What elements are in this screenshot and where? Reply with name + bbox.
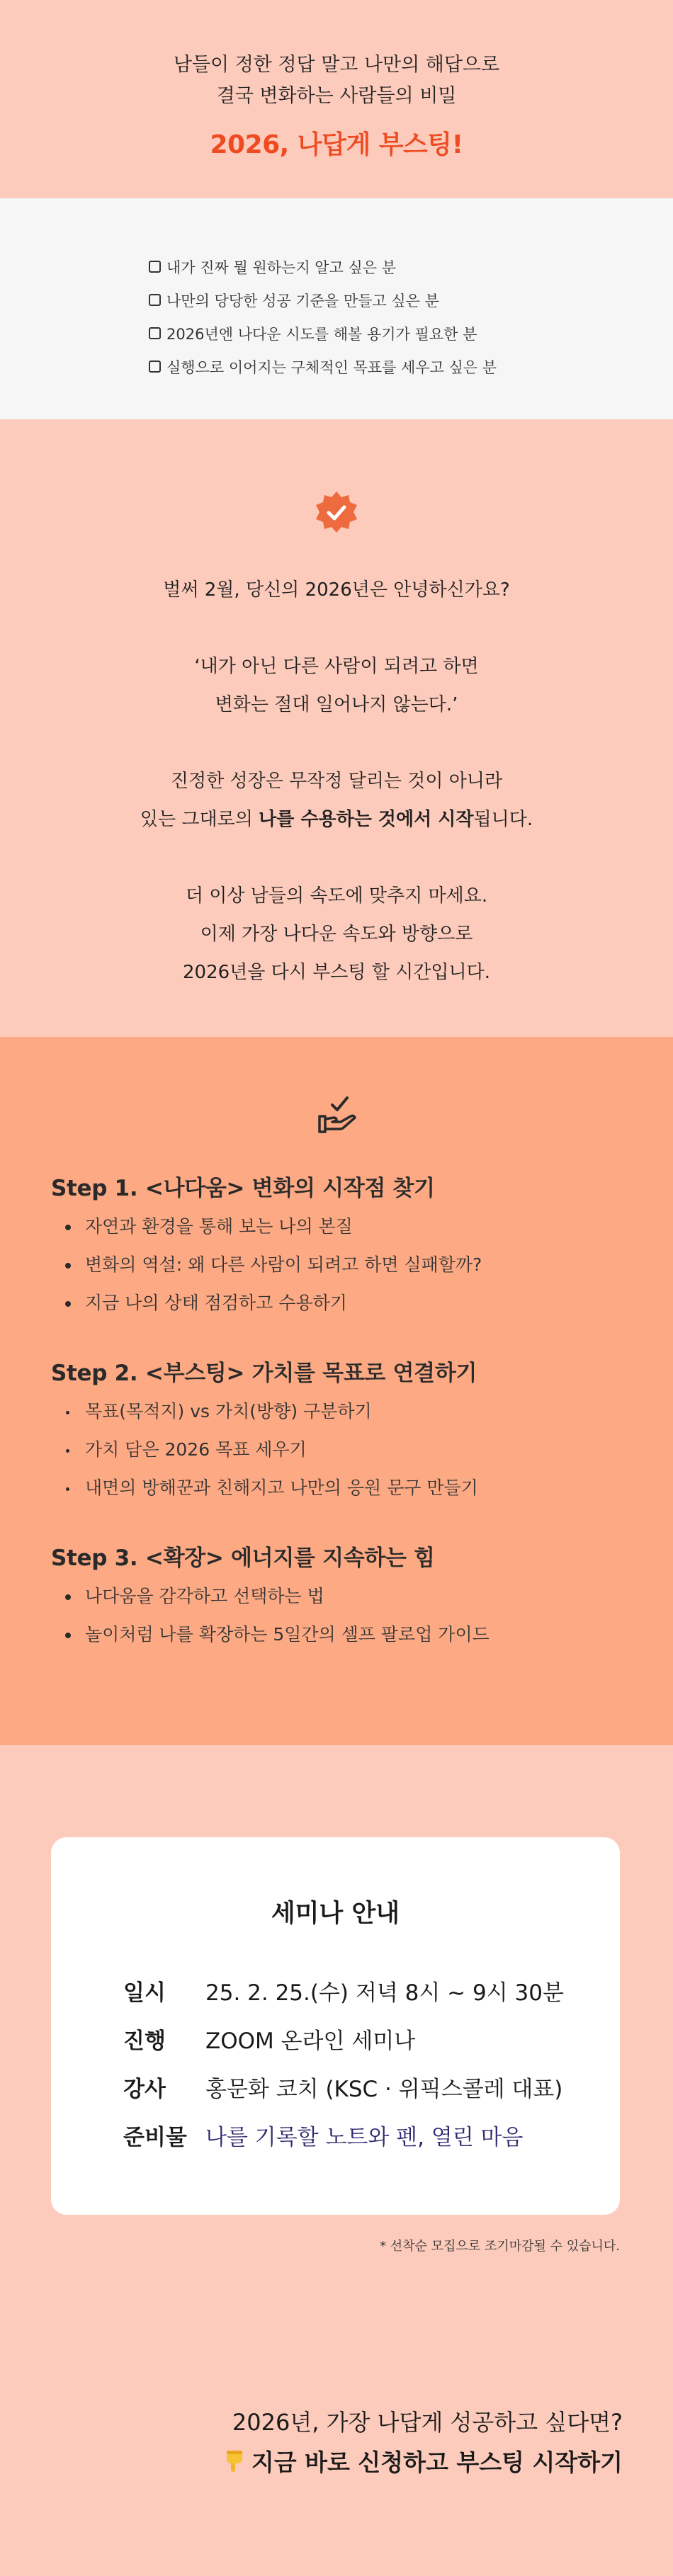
checkbox-icon — [149, 294, 161, 306]
info-key: 강사 — [123, 2076, 166, 2102]
list-item: 내면의 방해꾼과 친해지고 나만의 응원 문구 만들기 — [51, 1469, 673, 1507]
info-key: 진행 — [123, 2028, 166, 2054]
step-2-title: Step 2. <부스팅> 가치를 목표로 연결하기 — [51, 1361, 477, 1386]
intro-close-line-3: 2026년을 다시 부스팅 할 시간입니다. — [183, 962, 490, 983]
step-1 — [51, 1170, 673, 1322]
checkbox-icon — [149, 361, 161, 373]
hero-headline: 2026, 나답게 부스팅! — [210, 130, 463, 159]
info-value: 홍문화 코치 (KSC · 위픽스콜레 대표) — [205, 2076, 563, 2102]
list-item: 변화의 역설: 왜 다른 사람이 되려고 하면 실패할까? — [51, 1246, 673, 1284]
checklist-item — [149, 350, 545, 383]
cta-action-label: 지금 바로 신청하고 부스팅 시작하기 — [251, 2449, 623, 2476]
info-value: ZOOM 온라인 세미나 — [205, 2028, 416, 2054]
cta-question: 2026년, 가장 나답게 성공하고 싶다면? — [232, 2409, 623, 2436]
seminar-section — [0, 1745, 673, 2576]
checklist-item-label: 2026년엔 나다운 시도를 해볼 용기가 필요한 분 — [166, 325, 477, 343]
info-row-date — [123, 1966, 620, 2014]
intro-greeting: 벌써 2월, 당신의 2026년은 안녕하신가요? — [163, 579, 510, 601]
info-row-format — [123, 2014, 620, 2062]
target-checklist — [0, 198, 673, 419]
list-item: 놀이처럼 나를 확장하는 5일간의 셀프 팔로업 가이드 — [51, 1616, 673, 1654]
seminar-info-card — [51, 1837, 620, 2215]
info-value: 25. 2. 25.(수) 저녁 8시 ~ 9시 30분 — [205, 1980, 564, 2006]
checklist-item-label: 실행으로 이어지는 구체적인 목표를 세우고 싶은 분 — [166, 358, 497, 376]
intro-close-line-2: 이제 가장 나다운 속도와 방향으로 — [200, 924, 473, 945]
hand-check-icon — [312, 1094, 361, 1136]
checklist-item — [149, 317, 545, 350]
curriculum-section — [0, 1037, 673, 1745]
cta-block — [0, 2403, 623, 2484]
info-row-materials — [123, 2111, 620, 2159]
checklist-item-label: 나만의 당당한 성공 기준을 만들고 싶은 분 — [166, 292, 439, 310]
seminar-title: 세미나 안내 — [271, 1900, 400, 1928]
checklist-item — [149, 250, 545, 283]
step-1-title: Step 1. <나다움> 변화의 시작점 찾기 — [51, 1176, 435, 1201]
intro-text — [0, 571, 673, 992]
info-row-speaker — [123, 2062, 620, 2111]
list-item: 지금 나의 상태 점검하고 수용하기 — [51, 1284, 673, 1322]
list-item: 나다움을 감각하고 선택하는 법 — [51, 1577, 673, 1616]
info-value: 나를 기록할 노트와 펜, 열린 마음 — [205, 2124, 524, 2150]
step-3-title: Step 3. <확장> 에너지를 지속하는 힘 — [51, 1545, 435, 1571]
intro-growth-line-1: 진정한 성장은 무작정 달리는 것이 아니라 — [170, 771, 503, 792]
checkbox-icon — [149, 327, 161, 339]
intro-growth-post: 됩니다. — [473, 809, 533, 830]
checkbox-icon — [149, 261, 161, 273]
intro-quote-line-1: ‘내가 아닌 다른 사람이 되려고 하면 — [194, 656, 479, 677]
pointing-down-hand-icon — [223, 2449, 244, 2473]
hero-section — [0, 0, 673, 198]
hero-line-2: 결국 변화하는 사람들의 비밀 — [216, 85, 457, 107]
info-key: 준비물 — [123, 2124, 187, 2150]
intro-section — [0, 419, 673, 1037]
list-item: 목표(목적지) vs 가치(방향) 구분하기 — [51, 1392, 673, 1431]
list-item: 가치 담은 2026 목표 세우기 — [51, 1431, 673, 1469]
step-3 — [51, 1540, 673, 1654]
verified-badge-icon — [314, 490, 359, 535]
intro-close-line-1: 더 이상 남들의 속도에 맞추지 마세요. — [185, 885, 488, 907]
intro-quote-line-2: 변화는 절대 일어나지 않는다.’ — [215, 694, 458, 715]
list-item: 자연과 환경을 통해 보는 나의 본질 — [51, 1208, 673, 1246]
early-close-note: * 선착순 모집으로 조기마감될 수 있습니다. — [380, 2239, 620, 2254]
step-2 — [51, 1355, 673, 1507]
hero-line-1: 남들이 정한 정답 말고 나만의 해답으로 — [173, 54, 500, 76]
intro-growth-bold: 나를 수용하는 것에서 시작 — [259, 809, 474, 830]
intro-growth-line-2 — [0, 800, 673, 839]
checklist-item-label: 내가 진짜 뭘 원하는지 알고 싶은 분 — [166, 259, 397, 276]
cta-apply-link[interactable] — [0, 2441, 623, 2484]
checklist-item — [149, 283, 545, 317]
info-key: 일시 — [123, 1980, 166, 2006]
intro-growth-pre: 있는 그대로의 — [140, 809, 259, 830]
